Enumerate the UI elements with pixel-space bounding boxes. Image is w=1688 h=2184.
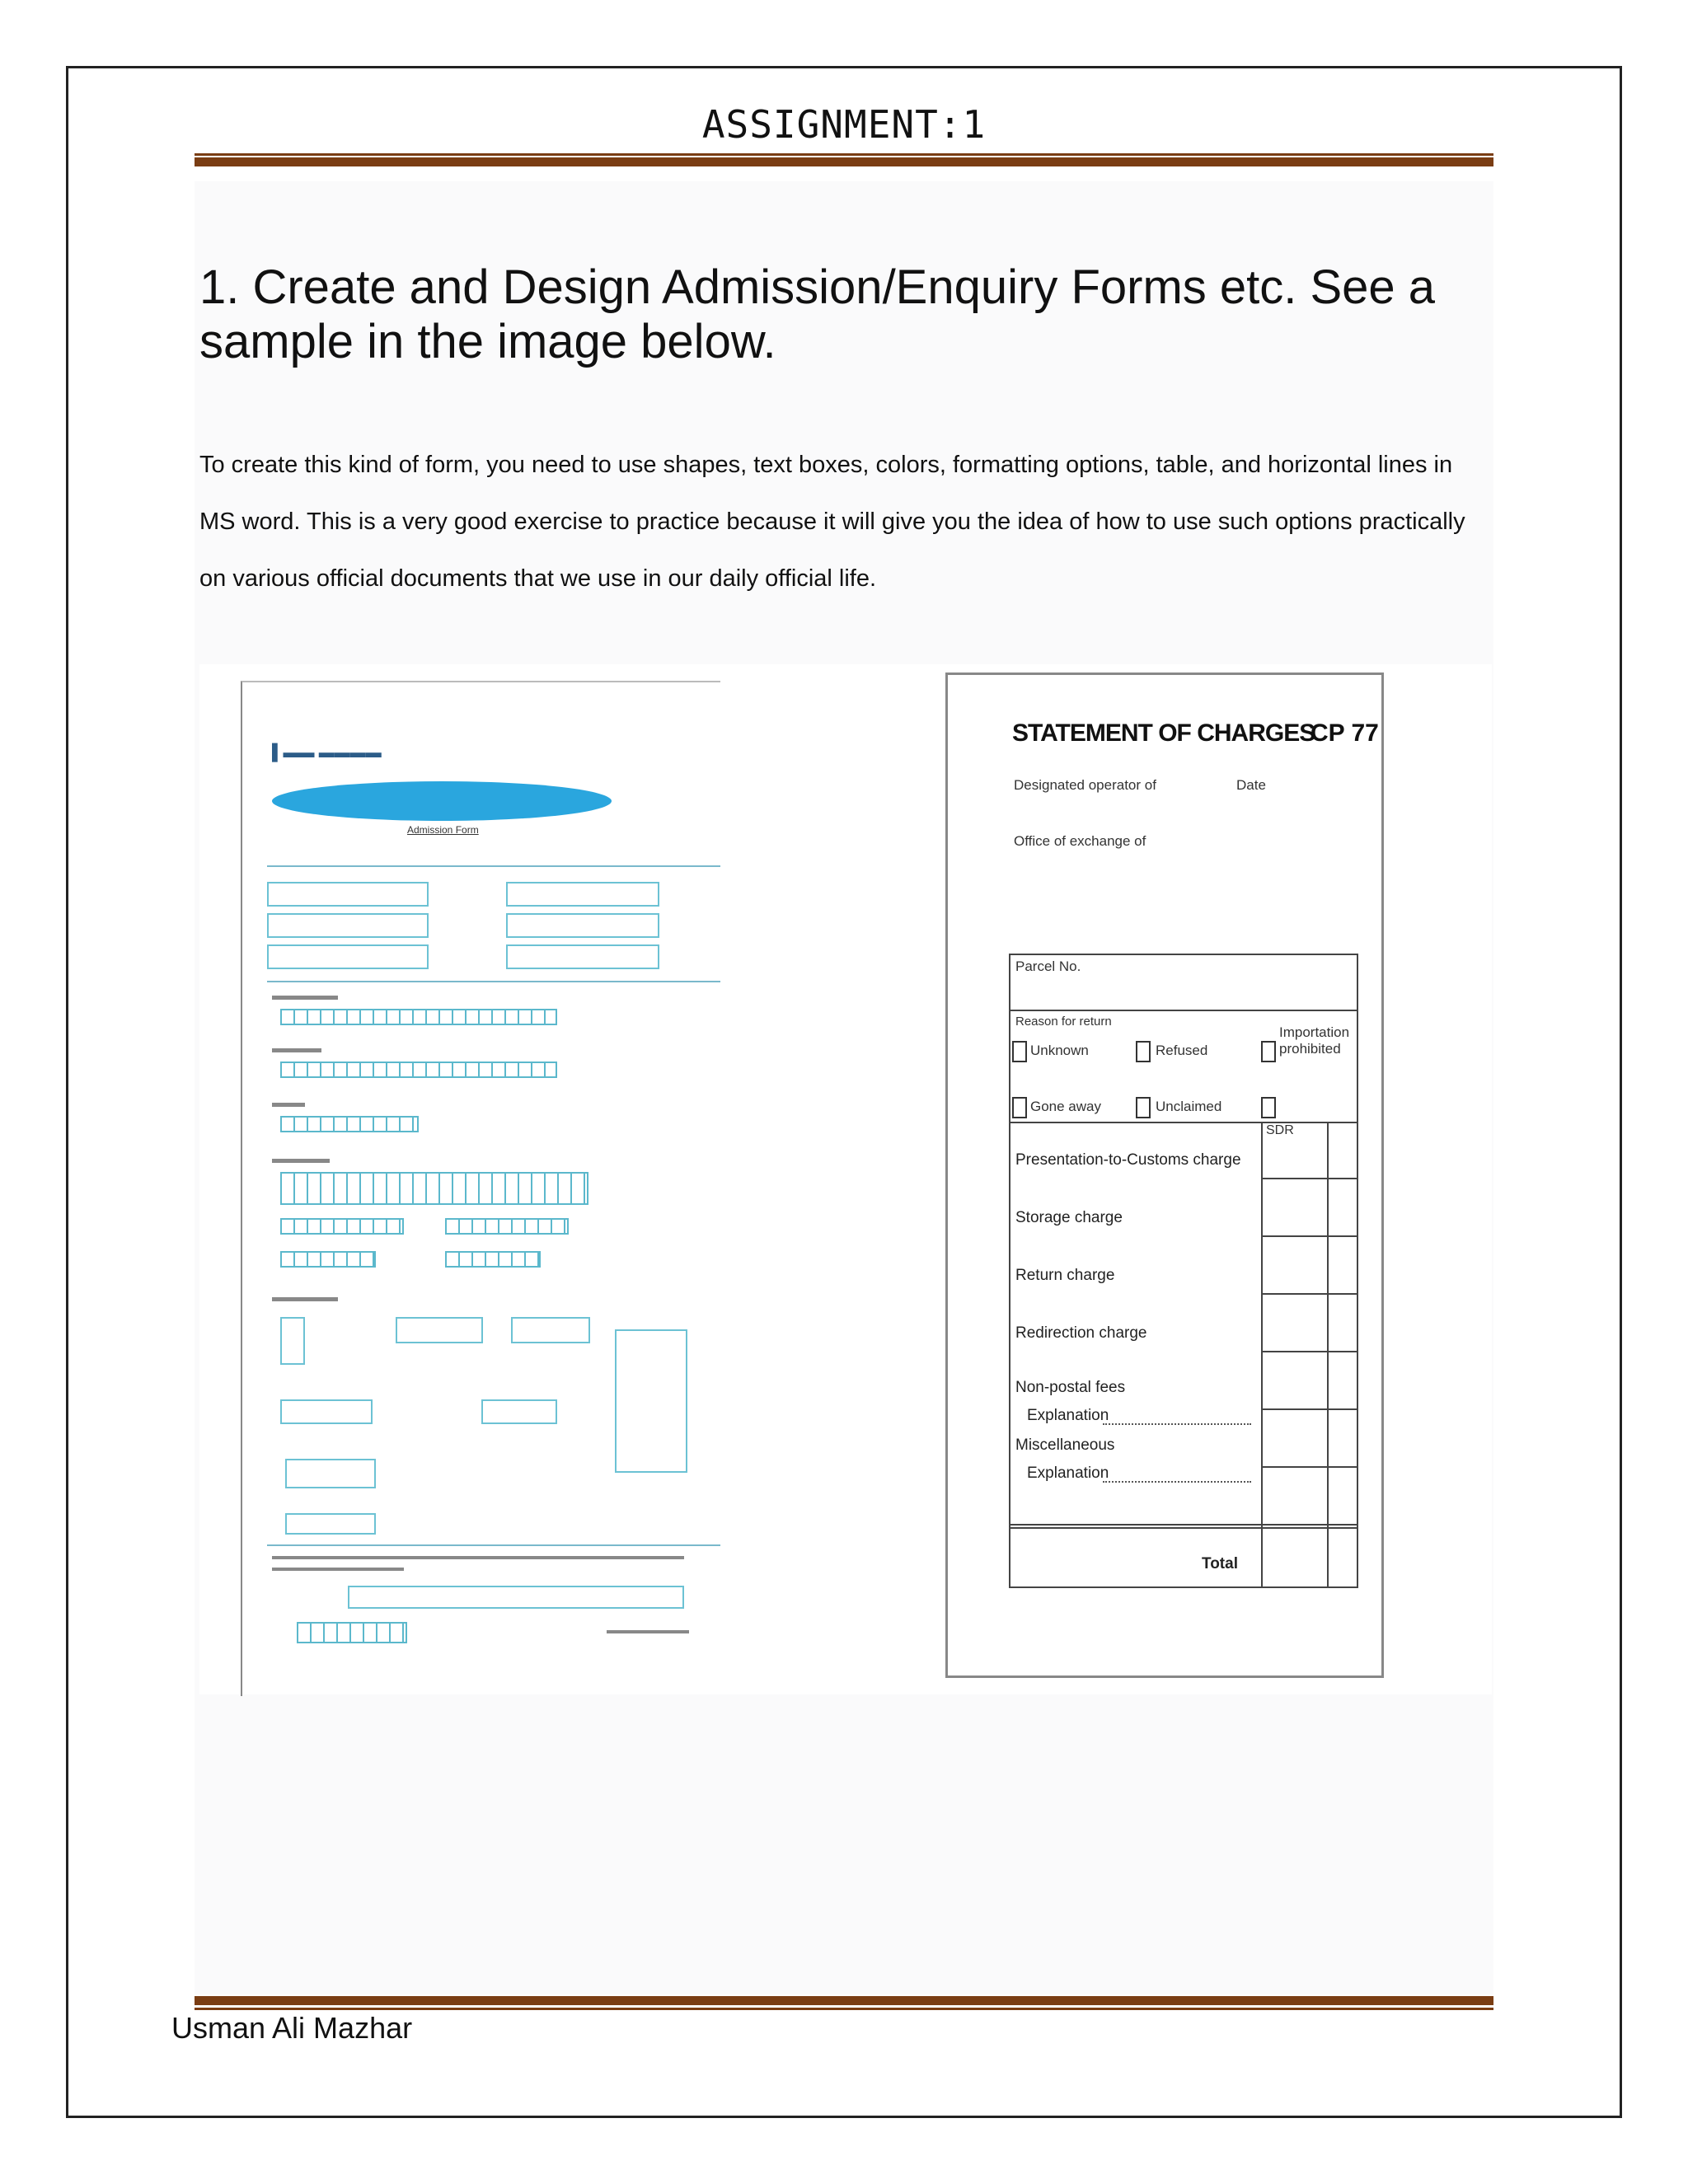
table-column-rule [1327,1122,1329,1588]
course-option-box [506,882,659,907]
sdr-row-rule [1261,1351,1357,1352]
course-option-box [506,944,659,969]
exercise-description: To create this kind of form, you need to use shapes, text boxes, colors, formatting options, table, and horizontal lines in MS word. This is a very good exercise to practice because it will give you the idea of how to use such options practically on various official documents that we use in our daily official life. [199,452,1465,592]
place-box [285,1513,376,1535]
cnic-cells [280,1251,376,1268]
importation-prohibited-checkbox [1261,1041,1276,1062]
parcel-no-label: Parcel No. [1015,958,1081,974]
date-cells [297,1622,407,1643]
importation-prohibited-label: Importation prohibited [1279,1024,1350,1057]
charge-row-label: Explanation [1027,1407,1109,1424]
table-column-rule [1261,1122,1263,1588]
field-label [272,1103,305,1107]
field-label [272,996,338,1000]
footer-rule-thin [195,2008,1493,2010]
charge-row-label: Storage charge [1015,1209,1123,1226]
sample-forms-image [199,664,1492,1694]
course-option-box [267,882,429,907]
other-checkbox [1261,1097,1276,1118]
admission-form-banner [272,781,612,821]
table-rule [1010,1122,1357,1123]
reason-for-return-label: Reason for return [1015,1015,1112,1029]
designated-operator-label: Designated operator of [1014,777,1156,793]
sdr-row-rule [1261,1178,1357,1179]
document-header-title: ASSIGNMENT:1 [701,102,987,147]
duration-box [511,1317,590,1343]
charge-row-label: Redirection charge [1015,1324,1147,1342]
charges-table [1009,954,1358,1588]
field-label [272,1297,338,1301]
statement-code: CP 77 [1311,719,1379,747]
batch-box [481,1399,557,1424]
unclaimed-label: Unclaimed [1156,1099,1222,1114]
office-exchange-label: Office of exchange of [1014,833,1146,849]
total-label: Total [1202,1555,1238,1572]
charge-row-label: Non-postal fees [1015,1379,1126,1396]
sdr-row-rule [1261,1466,1357,1468]
signature-box [285,1459,376,1488]
declaration-text [272,1556,684,1559]
admission-form-divider [267,1544,720,1546]
admission-form-logo: ▌▬▬ ▬▬▬▬ [272,744,382,762]
statement-of-charges-sample [945,673,1384,1678]
table-rule [1010,1524,1357,1526]
date-label: Date [1236,777,1266,793]
sdr-row-rule [1261,1293,1357,1295]
statement-title: STATEMENT OF CHARGES [1012,719,1315,747]
admission-form-title: Admission Form [407,824,479,836]
sdr-header: SDR [1266,1123,1294,1137]
author-name: Usman Ali Mazhar [171,2011,413,2045]
charge-row-label: Presentation-to-Customs charge [1015,1151,1241,1169]
field-label [607,1630,689,1633]
table-rule [1010,1010,1357,1011]
sdr-row-rule [1261,1235,1357,1237]
qualification-box [280,1317,305,1365]
charge-row-label: Explanation [1027,1465,1109,1482]
explanation-line [1103,1479,1251,1483]
header-rule-thin [195,153,1493,156]
course-option-box [506,913,659,938]
name-cells [280,1009,557,1025]
explanation-line [1103,1422,1251,1425]
admission-form-divider [267,865,720,867]
unknown-label: Unknown [1030,1043,1089,1058]
charge-row-label: Miscellaneous [1015,1436,1115,1454]
footer-rule-thick [195,1996,1493,2005]
phone-cells [280,1218,404,1235]
photo-placeholder [615,1329,687,1473]
dob-cells [280,1116,419,1132]
applicant-signature-box [348,1586,684,1609]
course-option-box [267,913,429,938]
charge-row-label: Return charge [1015,1267,1115,1284]
gone-away-checkbox [1012,1097,1027,1118]
cnic-cells [445,1251,541,1268]
admission-form-sample [241,681,720,1696]
exercise-heading: 1. Create and Design Admission/Enquiry Forms etc. See a sample in the image below. [199,260,1436,368]
gone-away-label: Gone away [1030,1099,1101,1114]
refused-checkbox [1136,1041,1151,1062]
declaration-text [272,1568,404,1571]
father-name-cells [280,1062,557,1078]
unknown-checkbox [1012,1041,1027,1062]
table-rule [1010,1527,1357,1529]
unclaimed-checkbox [1136,1097,1151,1118]
field-label [272,1159,330,1163]
course-option-box [267,944,429,969]
address-cells [280,1172,588,1205]
header-rule-thick [195,157,1493,166]
refused-label: Refused [1156,1043,1208,1058]
sdr-row-rule [1261,1408,1357,1410]
admission-form-divider [267,981,720,982]
mobile-cells [445,1218,569,1235]
field-label [272,1048,321,1052]
fee-box [280,1399,373,1424]
course-box [396,1317,483,1343]
